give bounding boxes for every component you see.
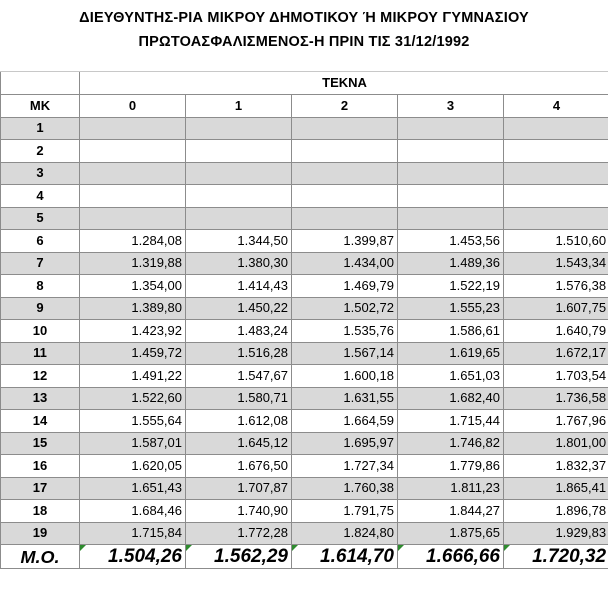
value-cell [186, 185, 292, 208]
value-cell [398, 185, 504, 208]
table-row [1, 207, 608, 230]
value-cell: 1.672,17 [504, 342, 608, 365]
mk-cell: 15 [1, 432, 80, 455]
table-row [1, 477, 608, 500]
column-header: 2 [292, 95, 398, 118]
value-cell: 1.929,83 [504, 522, 608, 545]
value-cell: 1.491,22 [80, 365, 186, 388]
value-cell [504, 117, 608, 140]
average-label: Μ.Ο. [1, 545, 80, 569]
value-cell [80, 185, 186, 208]
value-cell: 1.459,72 [80, 342, 186, 365]
value-cell: 1.502,72 [292, 297, 398, 320]
value-cell: 1.469,79 [292, 275, 398, 298]
value-cell [80, 162, 186, 185]
value-cell: 1.767,96 [504, 410, 608, 433]
value-cell: 1.631,55 [292, 387, 398, 410]
value-cell: 1.811,23 [398, 477, 504, 500]
value-cell: 1.645,12 [186, 432, 292, 455]
value-cell: 1.791,75 [292, 500, 398, 523]
value-cell: 1.344,50 [186, 230, 292, 253]
value-cell: 1.651,43 [80, 477, 186, 500]
average-row [1, 545, 608, 569]
value-cell: 1.651,03 [398, 365, 504, 388]
value-cell [398, 162, 504, 185]
value-cell: 1.664,59 [292, 410, 398, 433]
mk-cell: 17 [1, 477, 80, 500]
value-cell [398, 140, 504, 163]
table-row [1, 140, 608, 163]
value-cell: 1.772,28 [186, 522, 292, 545]
value-cell: 1.380,30 [186, 252, 292, 275]
value-cell: 1.703,54 [504, 365, 608, 388]
mk-cell: 6 [1, 230, 80, 253]
table-row [1, 162, 608, 185]
value-cell [292, 207, 398, 230]
value-cell: 1.543,34 [504, 252, 608, 275]
mk-cell: 1 [1, 117, 80, 140]
value-cell: 1.607,75 [504, 297, 608, 320]
average-value: 1.614,70 [320, 545, 394, 567]
green-triangle-icon [186, 545, 192, 551]
table-row [1, 297, 608, 320]
value-cell [186, 162, 292, 185]
value-cell: 1.715,84 [80, 522, 186, 545]
value-cell [398, 117, 504, 140]
value-cell: 1.727,34 [292, 455, 398, 478]
mk-cell: 4 [1, 185, 80, 208]
green-triangle-icon [292, 545, 298, 551]
value-cell [292, 162, 398, 185]
value-cell: 1.844,27 [398, 500, 504, 523]
value-cell: 1.684,46 [80, 500, 186, 523]
value-cell: 1.522,19 [398, 275, 504, 298]
green-triangle-icon [398, 545, 404, 551]
value-cell: 1.576,38 [504, 275, 608, 298]
table-row [1, 185, 608, 208]
value-cell: 1.535,76 [292, 320, 398, 343]
title-block [0, 0, 608, 72]
value-cell: 1.399,87 [292, 230, 398, 253]
value-cell [504, 207, 608, 230]
value-cell [80, 140, 186, 163]
value-cell: 1.832,37 [504, 455, 608, 478]
value-cell: 1.875,65 [398, 522, 504, 545]
value-cell: 1.715,44 [398, 410, 504, 433]
value-cell: 1.824,80 [292, 522, 398, 545]
column-header-row [1, 95, 608, 118]
corner-cell [1, 72, 80, 95]
value-cell: 1.453,56 [398, 230, 504, 253]
table-row [1, 522, 608, 545]
value-cell: 1.414,43 [186, 275, 292, 298]
mk-cell: 8 [1, 275, 80, 298]
value-cell: 1.612,08 [186, 410, 292, 433]
value-cell: 1.450,22 [186, 297, 292, 320]
mk-cell: 16 [1, 455, 80, 478]
mk-cell: 3 [1, 162, 80, 185]
table-row [1, 432, 608, 455]
table-row [1, 387, 608, 410]
mk-column-header: ΜΚ [1, 95, 80, 118]
value-cell [292, 117, 398, 140]
value-cell: 1.740,90 [186, 500, 292, 523]
value-cell: 1.555,64 [80, 410, 186, 433]
value-cell: 1.510,60 [504, 230, 608, 253]
value-cell: 1.676,50 [186, 455, 292, 478]
average-cell [292, 545, 398, 569]
value-cell [186, 117, 292, 140]
value-cell: 1.600,18 [292, 365, 398, 388]
value-cell: 1.516,28 [186, 342, 292, 365]
table-row [1, 455, 608, 478]
mk-cell: 19 [1, 522, 80, 545]
table-row [1, 117, 608, 140]
value-cell [186, 140, 292, 163]
value-cell: 1.695,97 [292, 432, 398, 455]
value-cell: 1.483,24 [186, 320, 292, 343]
table-row [1, 252, 608, 275]
value-cell: 1.801,00 [504, 432, 608, 455]
value-cell: 1.319,88 [80, 252, 186, 275]
green-triangle-icon [80, 545, 86, 551]
value-cell: 1.865,41 [504, 477, 608, 500]
value-cell [80, 207, 186, 230]
column-header: 1 [186, 95, 292, 118]
value-cell [504, 140, 608, 163]
value-cell [186, 207, 292, 230]
value-cell: 1.522,60 [80, 387, 186, 410]
average-cell [186, 545, 292, 569]
value-cell: 1.423,92 [80, 320, 186, 343]
value-cell: 1.567,14 [292, 342, 398, 365]
average-cell [504, 545, 608, 569]
green-triangle-icon [504, 545, 510, 551]
mk-cell: 2 [1, 140, 80, 163]
mk-cell: 12 [1, 365, 80, 388]
table-row [1, 320, 608, 343]
value-cell: 1.354,00 [80, 275, 186, 298]
value-cell: 1.489,36 [398, 252, 504, 275]
value-cell: 1.580,71 [186, 387, 292, 410]
table-row [1, 410, 608, 433]
value-cell: 1.389,80 [80, 297, 186, 320]
mk-cell: 13 [1, 387, 80, 410]
average-value: 1.720,32 [532, 545, 607, 567]
mk-cell: 10 [1, 320, 80, 343]
value-cell: 1.707,87 [186, 477, 292, 500]
table-row [1, 365, 608, 388]
value-cell: 1.586,61 [398, 320, 504, 343]
table-row [1, 500, 608, 523]
value-cell: 1.640,79 [504, 320, 608, 343]
title-line-1: ΔΙΕΥΘΥΝΤΗΣ-ΡΙΑ ΜΙΚΡΟΥ ΔΗΜΟΤΙΚΟΥ Ή ΜΙΚΡΟΥ ΓΥΜΝΑΣΙΟΥ [79, 10, 529, 26]
value-cell [504, 185, 608, 208]
salary-table [0, 72, 608, 569]
value-cell: 1.760,38 [292, 477, 398, 500]
value-cell: 1.434,00 [292, 252, 398, 275]
mk-cell: 11 [1, 342, 80, 365]
value-cell: 1.896,78 [504, 500, 608, 523]
value-cell [504, 162, 608, 185]
average-value: 1.504,26 [108, 545, 182, 567]
mk-cell: 7 [1, 252, 80, 275]
table-row [1, 230, 608, 253]
table-row [1, 342, 608, 365]
mk-cell: 5 [1, 207, 80, 230]
value-cell [80, 117, 186, 140]
group-header-row [1, 72, 608, 95]
value-cell: 1.620,05 [80, 455, 186, 478]
value-cell: 1.284,08 [80, 230, 186, 253]
value-cell: 1.682,40 [398, 387, 504, 410]
value-cell: 1.555,23 [398, 297, 504, 320]
mk-cell: 9 [1, 297, 80, 320]
column-header: 4 [504, 95, 608, 118]
value-cell: 1.736,58 [504, 387, 608, 410]
average-value: 1.666,66 [426, 545, 500, 567]
average-value: 1.562,29 [214, 545, 288, 567]
children-group-header: ΤΕΚΝΑ [80, 72, 608, 95]
average-cell [80, 545, 186, 569]
value-cell: 1.746,82 [398, 432, 504, 455]
column-header: 0 [80, 95, 186, 118]
average-cell [398, 545, 504, 569]
value-cell [292, 185, 398, 208]
value-cell [292, 140, 398, 163]
title-line-2: ΠΡΩΤΟΑΣΦΑΛΙΣΜΕΝΟΣ-Η ΠΡΙΝ ΤΙΣ 31/12/1992 [138, 34, 470, 50]
table-row [1, 275, 608, 298]
mk-cell: 14 [1, 410, 80, 433]
value-cell: 1.587,01 [80, 432, 186, 455]
mk-cell: 18 [1, 500, 80, 523]
column-header: 3 [398, 95, 504, 118]
value-cell: 1.779,86 [398, 455, 504, 478]
value-cell [398, 207, 504, 230]
value-cell: 1.547,67 [186, 365, 292, 388]
value-cell: 1.619,65 [398, 342, 504, 365]
